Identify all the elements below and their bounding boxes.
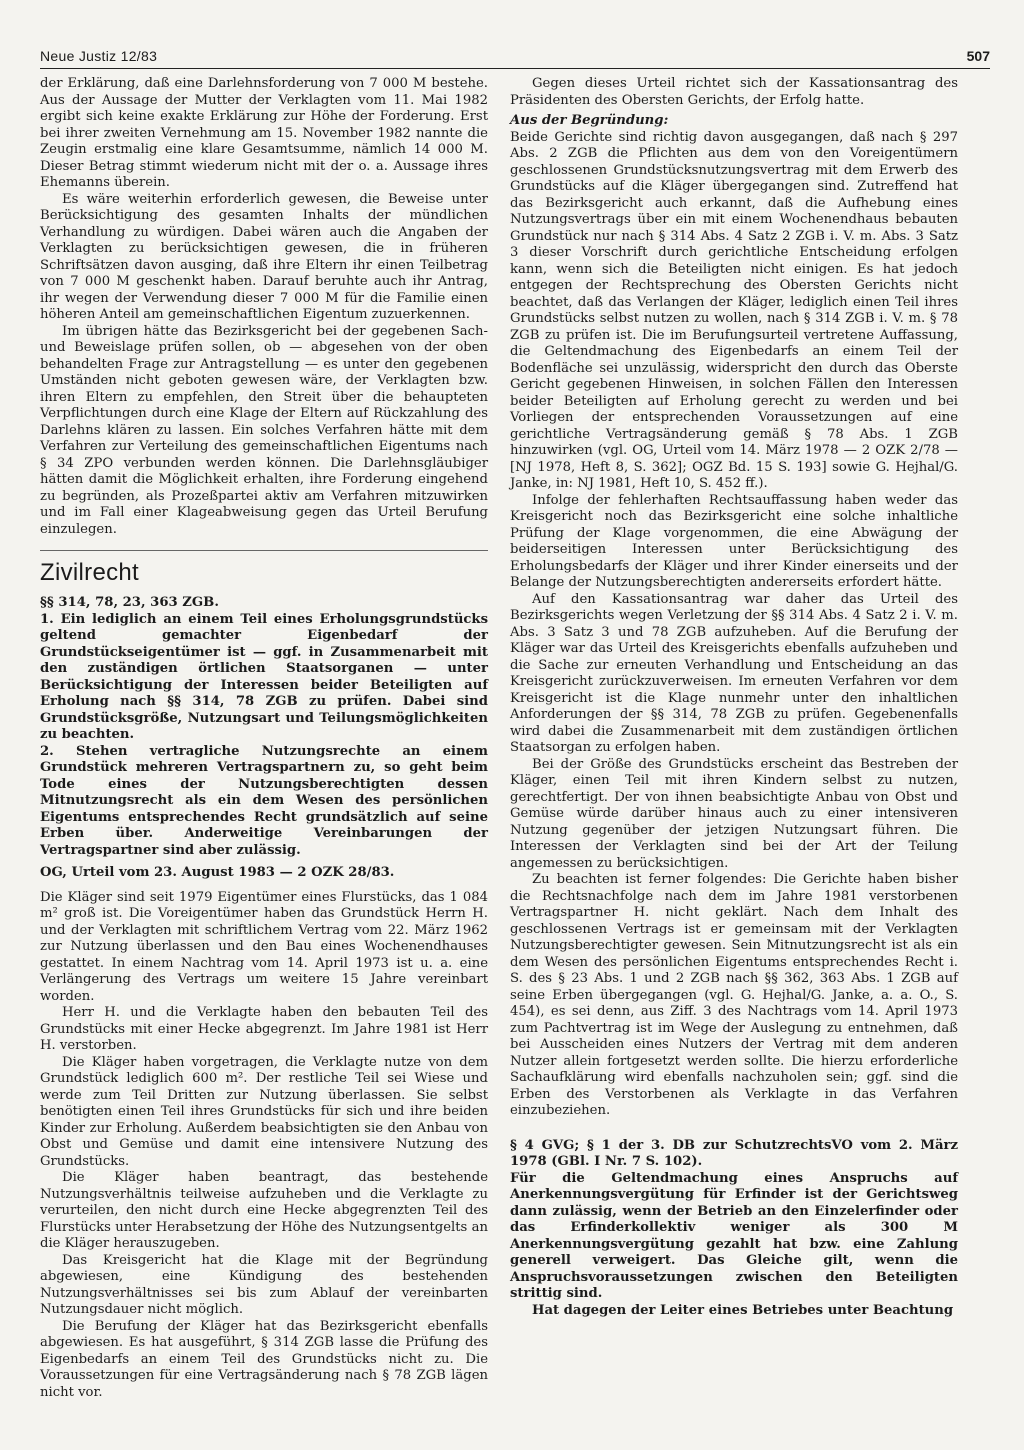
- paragraph: Die Kläger haben beantragt, das bestehende Nutzungsverhältnis teilweise aufzuheben und die Verklagte zu verurteilen, den nicht durch eine Hecke abgegrenzten Teil des Flurstücks unter Herabsetzung der Höhe des Nutzungsentgelts an die Kläger herauszugeben.: [40, 1170, 488, 1251]
- paragraph: Die Kläger sind seit 1979 Eigentümer eines Flurstücks, das 1 084 m² groß ist. Die Voreigentümer haben das Grundstück Herrn H. und der Verklagten mit schriftlichem Vertrag vom 22. März 1962 zur Nutzung überlassen und den Bau eines Wochenendhauses gestattet. In einem Nachtrag vom 14. April 1973 ist u. a. eine Verlängerung des Vertrags um weitere 15 Jahre vereinbart worden.: [40, 889, 488, 1004]
- paragraph: der Erklärung, daß eine Darlehnsforderung von 7 000 M bestehe. Aus der Aussage der Mutter der Verklagten vom 11. Mai 1982 ergibt sich keine exakte Erklärung zur Höhe der Forderung. Erst bei ihrer zweiten Vernehmung am 15. November 1982 nannte die Zeugin erstmalig eine klare Gesamtsumme, nämlich 14 000 M. Dieser Betrag stimmt wiederum nicht mit der o. a. Aussage ihres Ehemanns überein.: [40, 76, 488, 190]
- journal-title: Neue Justiz 12/83: [40, 48, 158, 64]
- headnote-1: 1. Ein lediglich an einem Teil eines Erholungsgrundstücks geltend gemachter Eigenbedarf der Grundstückseigentümer ist — ggf. in Zusammenarbeit mit den zuständigen örtlichen Staatsorganen — unter Berücksichtigung der Interessen beider Beteiligten auf Erholung nach §§ 314, 78 ZGB zu prüfen. Dabei sind Grundstücksgröße, Nutzungsart und Teilungsmöglichkeiten zu beachten.: [40, 611, 488, 742]
- paragraph: Die Kläger haben vorgetragen, die Verklagte nutze von dem Grundstück lediglich 600 m². Der restliche Teil sei Wiese und werde zum Teil Dritten zur Nutzung überlassen. Sie selbst benötigten einen Teil ihres Grundstücks für sich und ihre beiden Kinder zur Erholung. Außerdem beabsichtigten sie den Anbau von Obst und Gemüse und damit eine intensivere Nutzung des Grundstücks.: [40, 1054, 488, 1169]
- paragraph: Gegen dieses Urteil richtet sich der Kassationsantrag des Präsidenten des Obersten Gerichts, der Erfolg hatte.: [510, 76, 958, 108]
- paragraph: Herr H. und die Verklagte haben den bebauten Teil des Grundstücks mit einer Hecke abgegrenzt. Im Jahre 1981 ist Herr H. verstorben.: [40, 1005, 488, 1053]
- statute-reference-2: § 4 GVG; § 1 der 3. DB zur SchutzrechtsVO vom 2. März 1978 (GBl. I Nr. 7 S. 102).: [510, 1137, 958, 1169]
- headnote-3: Für die Geltendmachung eines Anspruchs auf Anerkennungsvergütung für Erfinder ist der Gerichtsweg dann zulässig, wenn der Betrieb an den Einzelerfinder oder das Erfinderkollektiv weniger als 300 M Anerkennungsvergütung gezahlt hat bzw. eine Zahlung generell verweigert. Das Gleiche gilt, wenn die Anspruchsvoraussetzungen zwischen den Beteiligten strittig sind.: [510, 1170, 958, 1301]
- statute-reference: §§ 314, 78, 23, 363 ZGB.: [40, 595, 219, 610]
- page-number: 507: [966, 48, 990, 64]
- paragraph: Bei der Größe des Grundstücks erscheint das Bestreben der Kläger, einen Teil mit ihren Kindern selbst zu nutzen, gerechtfertigt. Der von ihnen beabsichtigte Anbau von Obst und Gemüse würde darüber hinaus auch zu einer intensiveren Nutzung gegenüber der jetzigen Nutzungsart führen. Die Interessen der Verklagten sind bei der Art der Teilung angemessen zu berücksichtigen.: [510, 756, 958, 871]
- paragraph: Es wäre weiterhin erforderlich gewesen, die Beweise unter Berücksichtigung des gesamten Inhalts der mündlichen Verhandlung zu würdigen. Dabei wären auch die Angaben der Verklagten zu berücksichtigen gewesen, die in früheren Schriftsätzen davon ausging, daß ihre Eltern ihr einen Teilbetrag von 7 000 M geschenkt haben. Darauf beruhte auch ihr Antrag, ihr wegen der Verwendung dieser 7 000 M für die Familie einen höheren Anteil am gemeinschaftlichen Eigentum zuzuerkennen.: [40, 191, 488, 322]
- paragraph: Im übrigen hätte das Bezirksgericht bei der gegebenen Sach- und Beweislage prüfen sollen, ob — abgesehen von der oben behandelten Frage zur Antragstellung — es unter den gegebenen Umständen nicht geboten gewesen wäre, der Verklagten bzw. ihren Eltern zu empfehlen, den Streit über die behaupteten Verpflichtungen durch eine Klage der Eltern auf Rückzahlung des Darlehns klären zu lassen. Ein solches Verfahren hätte mit dem Verfahren zur Verteilung des gemeinschaftlichen Eigentums nach § 34 ZPO verbunden werden können. Die Darlehnsgläubiger hätten damit die Möglichkeit erhalten, ihre Forderung eingehend zu begründen, als Prozeßpartei aktiv am Verfahren mitzuwirken und im Fall einer Klageabweisung gegen das Urteil Berufung einzulegen.: [40, 323, 488, 537]
- section-title: Zivilrecht: [40, 550, 488, 587]
- paragraph: Hat dagegen der Leiter eines Betriebes unter Beachtung: [532, 1302, 954, 1318]
- paragraph: Beide Gerichte sind richtig davon ausgegangen, daß nach § 297 Abs. 2 ZGB die Pflichten aus dem von den Voreigentümern geschlossenen Grundstücksnutzungsvertrag mit dem Erwerb des Grundstücks auf die Kläger übergegangen sind. Zutreffend hat das Bezirksgericht auch erkannt, daß die Aufhebung eines Nutzungsvertrags über ein mit einem Wochenendhaus bebauten Grundstück nur nach § 314 Abs. 4 Satz 2 ZGB i. V. m. Abs. 3 Satz 3 dieser Vorschrift durch gerichtliche Entscheidung erfolgen kann, wenn sich die Beteiligten nicht einigen. Es hat jedoch entgegen der Rechtsprechung des Obersten Gerichts nicht beachtet, daß das Verlangen der Kläger, lediglich einen Teil ihres Grundstücks selbst nutzen zu wollen, nach § 314 ZGB i. V. m. § 78 ZGB zu prüfen ist. Die im Berufungsurteil vertretene Auffassung, die Geltendmachung des Eigenbedarfs an einem Teil der Bodenfläche sei unzulässig, widerspricht den durch das Oberste Gericht gegebenen Hinweisen, in solchen Fällen den Interessen beider Beteiligten auf Erholung gerecht zu werden und bei Vorliegen der entsprechenden Voraussetzungen auf eine gerichtliche Vertragsänderung gemäß § 78 Abs. 1 ZGB hinzuwirken (vgl. OG, Urteil vom 14. März 1978 — 2 OZK 2/78 — [NJ 1978, Heft 8, S. 362]; OGZ Bd. 15 S. 193] sowie G. Hejhal/G. Janke, in: NJ 1981, Heft 10, S. 452 ff.).: [510, 129, 958, 491]
- left-column: [40, 76, 488, 1401]
- paragraph: Zu beachten ist ferner folgendes: Die Gerichte haben bisher die Rechtsnachfolge nach dem im Jahre 1981 verstorbenen Vertragspartner H. nicht geklärt. Nach dem Inhalt des geschlossenen Vertrags ist er gemeinsam mit der Verklagten Nutzungsberechtigter gewesen. Sein Mitnutzungsrecht ist als ein dem Wesen des persönlichen Eigentums entsprechendes Recht i. S. des § 23 Abs. 1 und 2 ZGB nach §§ 362, 363 Abs. 1 ZGB auf seine Erben übergegangen (vgl. G. Hejhal/G. Janke, a. a. O., S. 454), es sei denn, aus Ziff. 3 des Nachtrags vom 14. April 1973 zum Pachtvertrag ist im Wege der Auslegung zu entnehmen, daß bei Ausscheiden eines Nutzers der Vertrag mit dem anderen Nutzer allein fortgesetzt werden sollte. Die hierzu erforderliche Sachaufklärung wird ebenfalls nachzuholen sein; ggf. sind die Erben des Verstorbenen als Verklagte in das Verfahren einzubeziehen.: [510, 872, 958, 1118]
- subheading: Aus der Begründung:: [510, 113, 669, 128]
- decision-citation: OG, Urteil vom 23. August 1983 — 2 OZK 28/83.: [40, 865, 395, 880]
- paragraph: Infolge der fehlerhaften Rechtsauffassung haben weder das Kreisgericht noch das Bezirksgericht eine solche inhaltliche Prüfung der Klage vorgenommen, die eine Abwägung der beiderseitigen Interessen unter Berücksichtigung des Erholungsbedarfs der Kläger und ihrer Kinder einerseits und der Belange der Nutzungsberechtigten andererseits erfordert hätte.: [510, 492, 958, 590]
- right-column: [510, 76, 958, 1319]
- page-header: [40, 44, 990, 69]
- headnote-2: 2. Stehen vertragliche Nutzungsrechte an einem Grundstück mehreren Vertragspartnern zu, so geht beim Tode eines der Nutzungsberechtigten dessen Mitnutzungsrecht als ein dem Wesen des persönlichen Eigentums entsprechendes Recht grundsätzlich auf seine Erben über. Anderweitige Vereinbarungen der Vertragspartner sind aber zulässig.: [40, 743, 488, 858]
- spacer: [510, 1120, 958, 1130]
- paragraph: Die Berufung der Kläger hat das Bezirksgericht ebenfalls abgewiesen. Es hat ausgeführt, § 314 ZGB lasse die Prüfung des Eigenbedarfs an einem Teil des Grundstücks nicht zu. Die Voraussetzungen für eine Vertragsänderung nach § 78 ZGB lägen nicht vor.: [40, 1318, 488, 1400]
- paragraph: Das Kreisgericht hat die Klage mit der Begründung abgewiesen, eine Kündigung des bestehenden Nutzungsverhältnisses sei bis zum Ablauf der vereinbarten Nutzungsdauer nicht möglich.: [40, 1252, 488, 1317]
- paragraph: Auf den Kassationsantrag war daher das Urteil des Bezirksgerichts wegen Verletzung der §§ 314 Abs. 4 Satz 2 i. V. m. Abs. 3 Satz 3 und 78 ZGB aufzuheben. Auf die Berufung der Kläger war das Urteil des Kreisgerichts ebenfalls aufzuheben und die Sache zur erneuten Verhandlung und Entscheidung an das Kreisgericht zurückzuverweisen. Im erneuten Verfahren vor dem Kreisgericht ist die Klage nunmehr unter den inhaltlichen Anforderungen der §§ 314, 78 ZGB zu prüfen. Gegebenenfalls wird dabei die Zusammenarbeit mit dem zuständigen örtlichen Staatsorgan zu erfolgen haben.: [510, 591, 958, 755]
